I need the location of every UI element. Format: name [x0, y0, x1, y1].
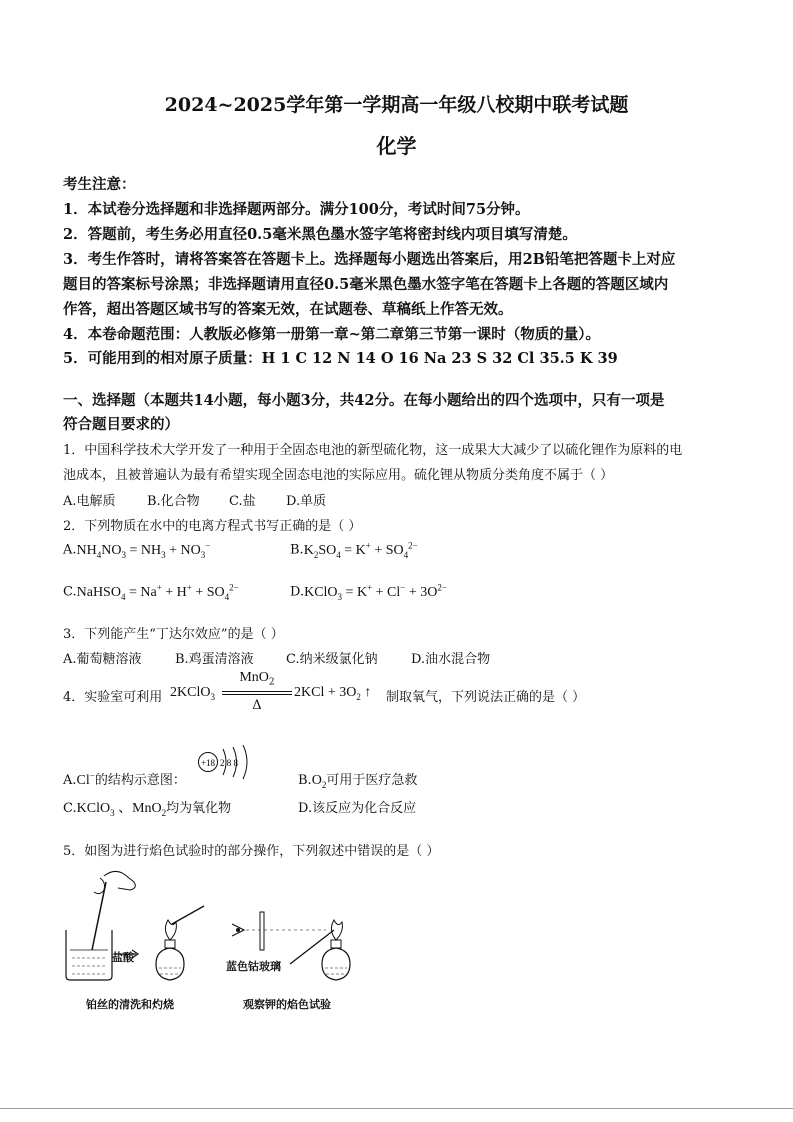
q3-option-b[interactable]: B.鸡蛋清溶液	[175, 652, 254, 667]
q2-option-a[interactable]	[63, 540, 210, 559]
q4-condition: Δ	[252, 698, 262, 713]
q1-option-b[interactable]: B.化合物	[147, 494, 200, 509]
flame-test-cleaning-figure	[60, 868, 380, 988]
q4-reactant: 2KClO$_3$	[170, 685, 215, 702]
q2-option-b[interactable]	[290, 540, 418, 559]
notice-item: 5．可能用到的相对原子质量：H 1 C 12 N 14 O 16 Na 23 S 32 Cl 35.5 K 39	[63, 350, 618, 367]
option-label: B.	[290, 542, 304, 558]
q3-option-c[interactable]: C.纳米级氯化钠	[286, 652, 378, 667]
q4-option-c[interactable]	[63, 797, 231, 818]
q2-option-c[interactable]	[63, 582, 239, 601]
option-text: 均为氧化物	[166, 801, 232, 816]
q1-option-a[interactable]: A.电解质	[63, 494, 116, 509]
q4-option-b[interactable]	[298, 769, 417, 790]
notice-item: 作答，超出答题区域书写的答案无效，在试题卷、草稿纸上作答无效。	[63, 301, 513, 318]
caption-right: 观察钾的焰色试验	[243, 998, 331, 1011]
section-heading-cont: 符合题目要求的）	[63, 416, 179, 433]
q4-option-d[interactable]: D.该反应为化合反应	[298, 801, 417, 816]
option-label: C.	[63, 584, 77, 600]
equation: KClO$_3$ = $K^+ + Cl^- + 3O^{2-}$	[304, 582, 447, 602]
q1-stem-cont: 池成本，且被普遍认为最有希望实现全固态电池的实际应用。硫化锂从物质分类角度不属于（ ）	[63, 468, 614, 483]
notice-item: 2．答题前，考生务必用直径0.5毫米黑色墨水签字笔将密封线内项目填写清楚。	[63, 226, 577, 243]
reaction-arrow-bar	[222, 694, 292, 695]
atom-structure-diagram	[196, 745, 256, 781]
option-label: B.	[298, 773, 312, 788]
notice-item: 1．本试卷分选择题和非选择题两部分。满分100分，考试时间75分钟。	[63, 201, 530, 218]
q3-option-d[interactable]: D.油水混合物	[411, 652, 491, 667]
q4-option-a[interactable]	[63, 769, 186, 789]
option-label: D.	[290, 584, 305, 600]
option-text: 可用于医疗急救	[326, 773, 418, 788]
equation: $K_2SO_4 = K^+ + SO_4^{2-}$	[303, 540, 418, 560]
subject-title: 化学	[376, 134, 417, 158]
nucleus-label: +18	[200, 758, 216, 768]
option-text: 的结构示意图：	[94, 773, 186, 788]
equation: $NH_4NO_3 = NH_3 + NO_3^-$	[76, 540, 211, 560]
equation: NaHSO$_4$ = $Na^+ + H^+ + SO_4^{2-}$	[76, 582, 239, 602]
q5-stem: 5．如图为进行焰色试验时的部分操作，下列叙述中错误的是（ ）	[63, 844, 440, 859]
q1-option-d[interactable]: D.单质	[286, 494, 327, 509]
option-label: A.	[63, 542, 77, 558]
q2-option-d[interactable]	[290, 582, 447, 601]
compounds: KClO$_3$ 、MnO$_2$	[76, 801, 167, 818]
reaction-arrow-bar	[222, 691, 292, 692]
option-label: C.	[63, 801, 77, 816]
label-hydrochloric-acid: 盐酸	[112, 951, 134, 964]
notice-heading: 考生注意：	[63, 176, 136, 193]
exam-title: 2024~2025学年第一学期高一年级八校期中联考试题	[164, 94, 629, 116]
notice-item: 4．本卷命题范围：人教版必修第一册第一章~第二章第三节第一课时（物质的量）。	[63, 326, 600, 343]
page-bottom-divider	[0, 1108, 793, 1109]
q3-stem: 3．下列能产生“丁达尔效应”的是（ ）	[63, 627, 284, 642]
q3-option-a[interactable]: A.葡萄糖溶液	[63, 652, 142, 667]
q4-stem-suffix: 制取氧气，下列说法正确的是（ ）	[386, 690, 586, 705]
q4-stem-prefix: 4．实验室可利用	[63, 690, 163, 705]
notice-item: 题目的答案标号涂黑；非选择题请用直径0.5毫米黑色墨水签字笔在答题卡上各题的答题区域内	[63, 276, 669, 293]
shell-electrons: 2 8 8	[220, 758, 238, 768]
section-heading: 一、选择题（本题共14小题，每小题3分，共42分。在每小题给出的四个选项中，只有一项是	[63, 392, 665, 409]
q2-stem: 2．下列物质在水中的电离方程式书写正确的是（ ）	[63, 519, 362, 534]
q4-catalyst: MnO$_2$	[239, 670, 275, 688]
chloride-ion: Cl−	[76, 770, 95, 788]
option-label: A.	[63, 773, 77, 788]
oxygen: $O_2$	[311, 773, 327, 790]
notice-item: 3．考生作答时，请将答案答在答题卡上。选择题每小题选出答案后，用2B铅笔把答题卡上对应	[63, 251, 676, 268]
caption-left: 铂丝的清洗和灼烧	[86, 998, 174, 1011]
q1-stem: 1．中国科学技术大学开发了一种用于全固态电池的新型硫化物，这一成果大大减少了以硫化锂作为原料的电	[63, 443, 683, 458]
q4-products: $2KCl + 3O_2$ ↑	[294, 685, 372, 702]
q1-option-c[interactable]: C.盐	[229, 494, 256, 509]
label-cobalt-glass: 蓝色钴玻璃	[226, 960, 281, 973]
